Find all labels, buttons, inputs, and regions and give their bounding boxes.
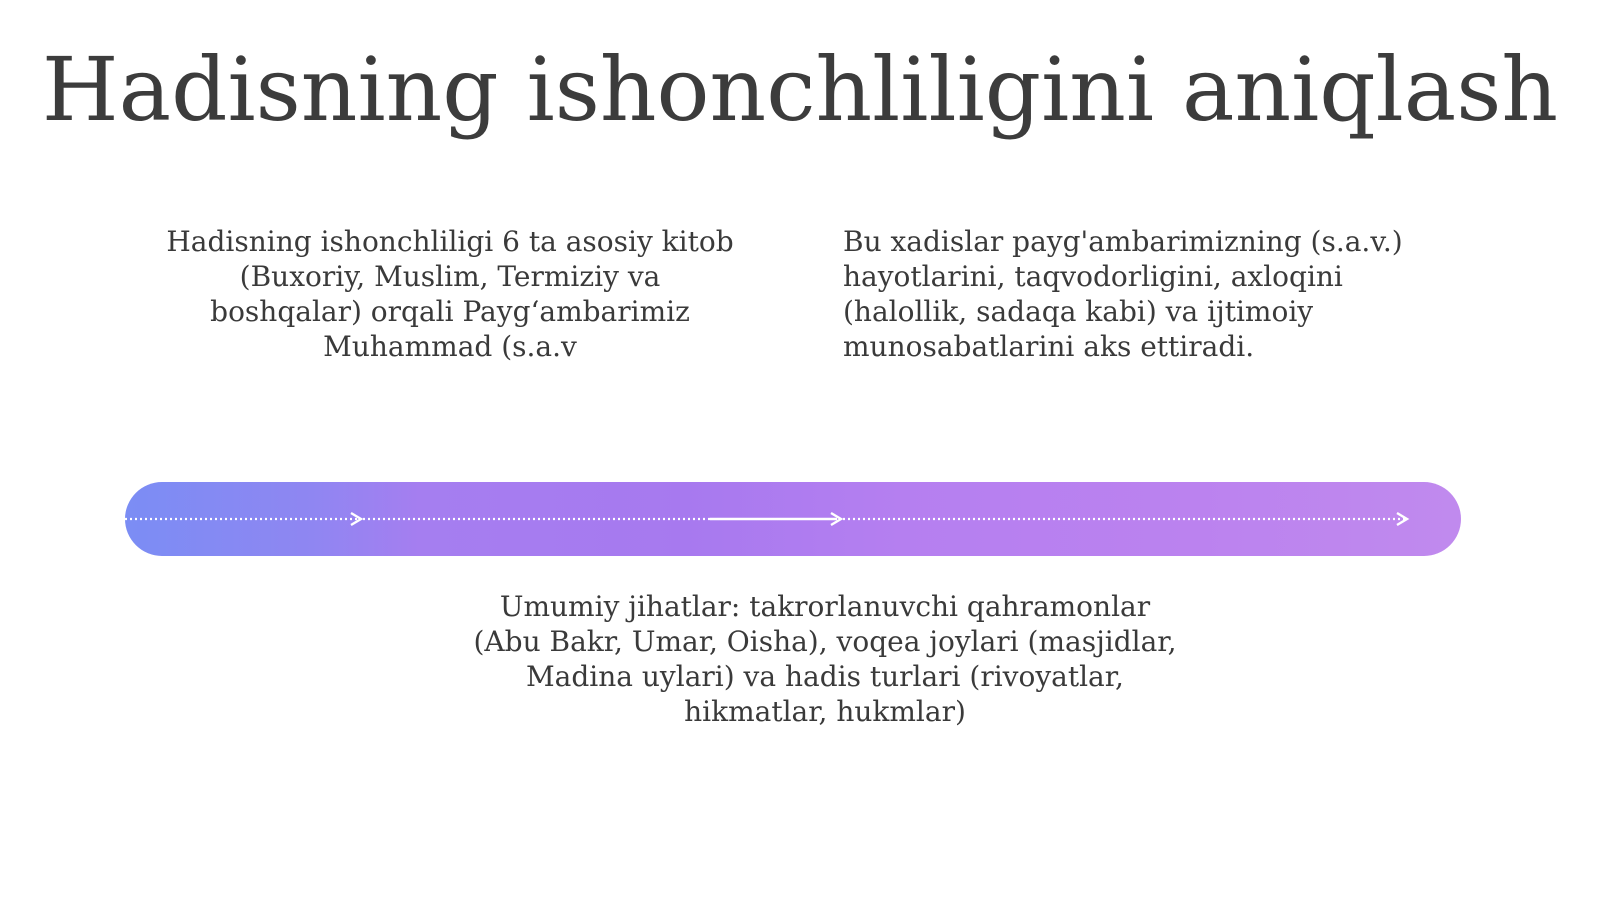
right-text-block xyxy=(843,224,1483,364)
left-text-line: Hadisning ishonchliligi 6 ta asosiy kitob xyxy=(166,225,734,258)
right-text-line: Bu xadislar payg'ambarimizning (s.a.v.) xyxy=(843,225,1403,258)
left-text-line: Muhammad (s.a.v xyxy=(323,330,577,363)
slide-title: Hadisning ishonchliligini aniqlash xyxy=(41,38,1559,141)
bottom-text-line: (Abu Bakr, Umar, Oisha), voqea joylari (masjidlar, xyxy=(473,625,1177,658)
bottom-text-line: hikmatlar, hukmlar) xyxy=(684,695,966,728)
bottom-text-line: Umumiy jihatlar: takrorlanuvchi qahramonlar xyxy=(499,590,1151,623)
timeline-arrows xyxy=(125,482,1461,556)
left-text-block xyxy=(150,224,750,364)
right-text-line: hayotlarini, taqvodorligini, axloqini xyxy=(843,260,1343,293)
right-text-line: munosabatlarini aks ettiradi. xyxy=(843,330,1255,363)
bottom-text-block xyxy=(420,589,1230,729)
bottom-text-line: Madina uylari) va hadis turlari (rivoyatlar, xyxy=(526,660,1124,693)
left-text-line: boshqalar) orqali Payg‘ambarimiz xyxy=(210,295,690,328)
timeline-bar xyxy=(125,482,1461,556)
left-text-line: (Buxoriy, Muslim, Termiziy va xyxy=(239,260,661,293)
right-text-line: (halollik, sadaqa kabi) va ijtimoiy xyxy=(843,295,1314,328)
